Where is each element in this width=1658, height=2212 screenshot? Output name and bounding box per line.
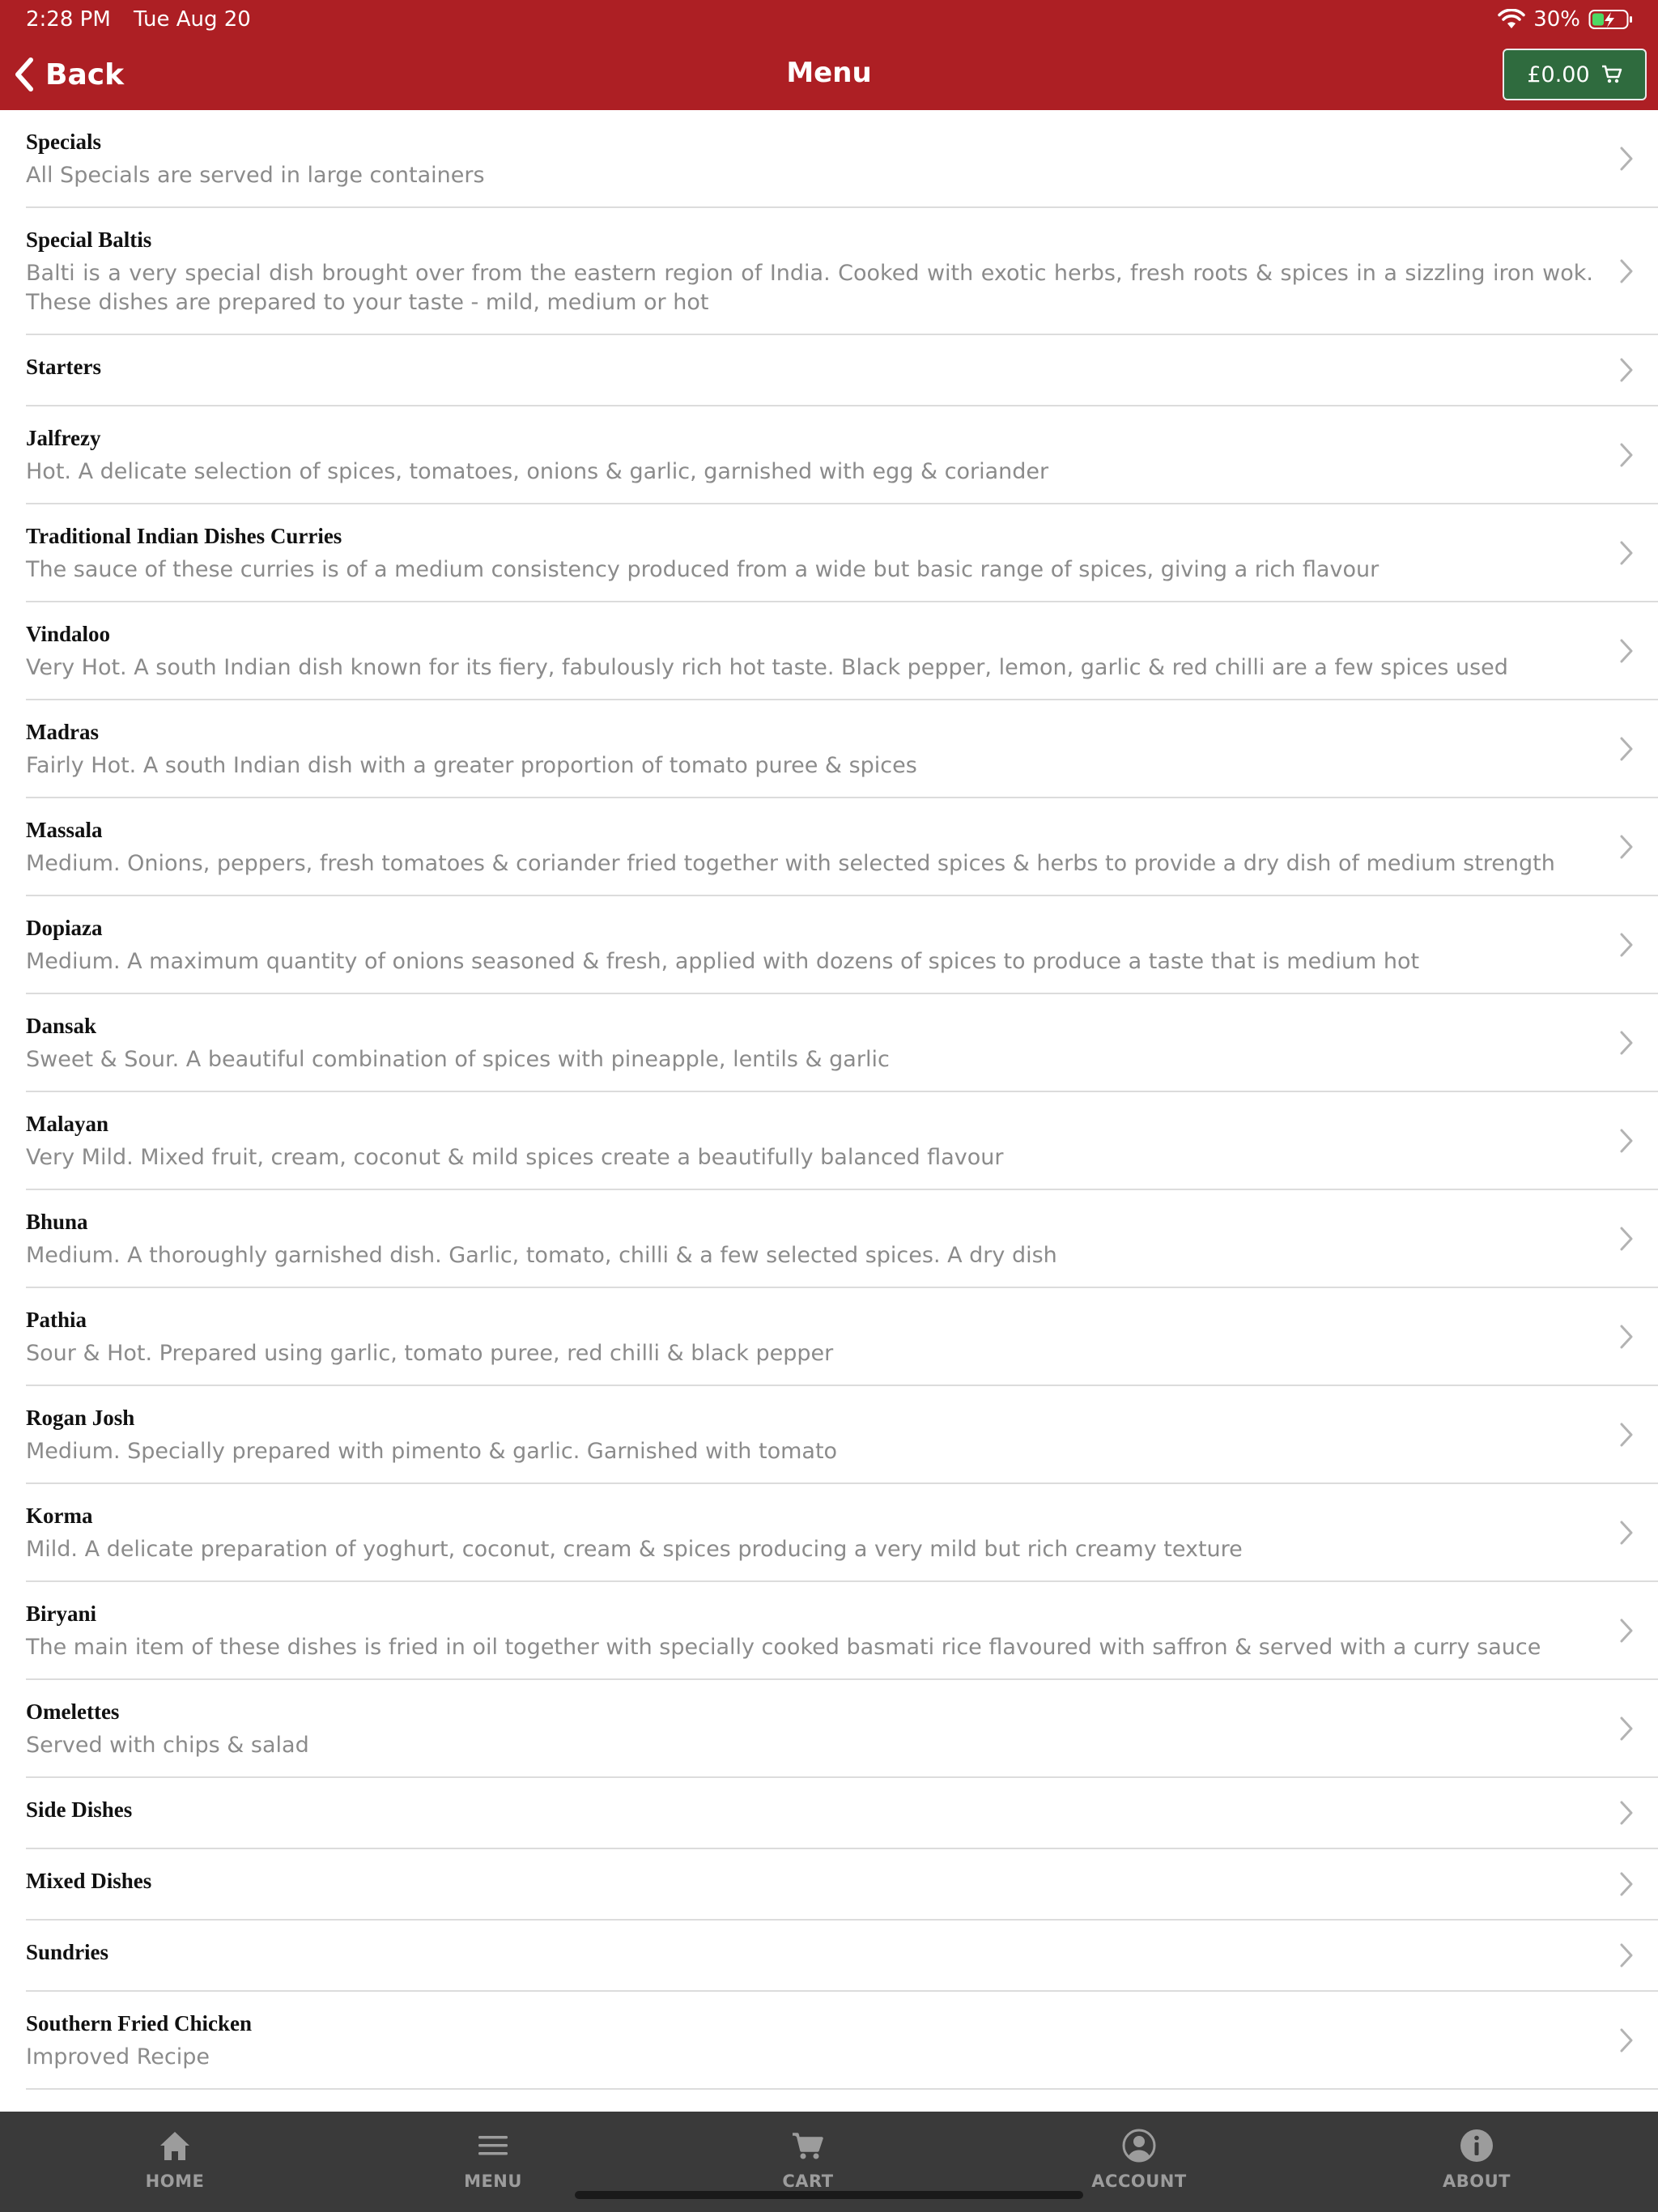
battery-percent: 30% xyxy=(1533,7,1580,32)
menu-item-title: Dansak xyxy=(26,1014,97,1038)
account-icon xyxy=(1121,2128,1157,2163)
tab-label: HOME xyxy=(145,2172,205,2191)
status-bar-left xyxy=(26,7,251,32)
chevron-right-icon xyxy=(1619,1030,1634,1056)
menu-item-massala[interactable] xyxy=(26,798,1658,896)
menu-item-title: Side Dishes xyxy=(26,1797,133,1822)
chevron-right-icon xyxy=(1619,146,1634,172)
home-indicator[interactable] xyxy=(575,2191,1083,2199)
menu-item-title: Omelettes xyxy=(26,1699,120,1724)
menu-item-pathia[interactable] xyxy=(26,1288,1658,1386)
menu-item-bhuna[interactable] xyxy=(26,1190,1658,1288)
wifi-icon xyxy=(1498,9,1525,30)
chevron-right-icon xyxy=(1619,1226,1634,1252)
menu-item-description: Medium. Specially prepared with pimento & garlic. Garnished with tomato xyxy=(26,1439,838,1464)
menu-item-description: The sauce of these curries is of a medium consistency produced from a wide but basic range of spices, giving a rich flavour xyxy=(26,557,1380,582)
menu-item-title: Southern Fried Chicken xyxy=(26,2011,253,2035)
menu-item-special-baltis[interactable] xyxy=(26,208,1658,335)
cart-total: £0.00 xyxy=(1527,62,1590,87)
tab-label: ABOUT xyxy=(1443,2172,1511,2191)
tab-label: MENU xyxy=(464,2172,522,2191)
menu-item-rogan-josh[interactable] xyxy=(26,1386,1658,1484)
chevron-right-icon xyxy=(1619,638,1634,664)
menu-item-title: Jalfrezy xyxy=(26,426,101,450)
status-time: 2:28 PM xyxy=(26,7,111,32)
menu-item-omelettes[interactable] xyxy=(26,1680,1658,1778)
menu-item-description: All Specials are served in large containers xyxy=(26,163,485,188)
menu-item-title: Madras xyxy=(26,720,99,744)
menu-item-description: Fairly Hot. A south Indian dish with a greater proportion of tomato puree & spices xyxy=(26,753,917,778)
menu-item-description: Medium. A thoroughly garnished dish. Garlic, tomato, chilli & a few selected spices. A dry dish xyxy=(26,1243,1057,1268)
menu-item-description: Balti is a very special dish brought over from the eastern region of India. Cooked with exotic herbs, fresh roots & spices in a sizzling iron wok. These dishes are prepared to your taste - mild, medium or hot xyxy=(26,261,1593,315)
menu-item-description: Mild. A delicate preparation of yoghurt, coconut, cream & spices producing a very mild but rich creamy texture xyxy=(26,1537,1243,1562)
chevron-right-icon xyxy=(1619,736,1634,762)
chevron-right-icon xyxy=(1619,1520,1634,1546)
status-date: Tue Aug 20 xyxy=(134,7,251,32)
menu-item-biryani[interactable] xyxy=(26,1582,1658,1680)
menu-category-list[interactable] xyxy=(0,110,1658,2112)
menu-item-traditional-curries[interactable] xyxy=(26,504,1658,602)
menu-item-description: Very Hot. A south Indian dish known for its fiery, fabulously rich hot taste. Black pepper, lemon, garlic & red chilli are a few spices used xyxy=(26,655,1508,680)
menu-item-title: Mixed Dishes xyxy=(26,1869,152,1893)
hamburger-icon xyxy=(475,2128,511,2163)
menu-item-description: Hot. A delicate selection of spices, tomatoes, onions & garlic, garnished with egg & coriander xyxy=(26,459,1049,484)
menu-item-title: Massala xyxy=(26,818,103,842)
tab-label: ACCOUNT xyxy=(1091,2172,1187,2191)
battery-charging-icon xyxy=(1588,9,1634,30)
menu-item-vindaloo[interactable] xyxy=(26,602,1658,700)
menu-item-malayan[interactable] xyxy=(26,1092,1658,1190)
menu-item-starters[interactable] xyxy=(26,335,1658,406)
chevron-right-icon xyxy=(1619,357,1634,383)
menu-item-title: Rogan Josh xyxy=(26,1406,135,1430)
chevron-right-icon xyxy=(1619,1324,1634,1350)
menu-item-title: Pathia xyxy=(26,1308,87,1332)
menu-item-side-dishes[interactable] xyxy=(26,1778,1658,1849)
menu-item-title: Specials xyxy=(26,130,102,154)
chevron-right-icon xyxy=(1619,1128,1634,1154)
menu-item-title: Korma xyxy=(26,1504,93,1528)
chevron-right-icon xyxy=(1619,1871,1634,1897)
menu-item-description: Sour & Hot. Prepared using garlic, tomato puree, red chilli & black pepper xyxy=(26,1341,834,1366)
menu-item-jalfrezy[interactable] xyxy=(26,406,1658,504)
menu-item-dopiaza[interactable] xyxy=(26,896,1658,994)
tab-label: CART xyxy=(782,2172,834,2191)
menu-item-description: Very Mild. Mixed fruit, cream, coconut & mild spices create a beautifully balanced flavour xyxy=(26,1145,1004,1170)
menu-item-specials[interactable] xyxy=(26,110,1658,208)
cart-total-button[interactable] xyxy=(1503,49,1647,100)
chevron-left-icon xyxy=(13,57,36,92)
cart-icon xyxy=(790,2128,826,2163)
menu-item-title: Bhuna xyxy=(26,1210,88,1234)
chevron-right-icon xyxy=(1619,2027,1634,2053)
info-icon xyxy=(1459,2128,1494,2163)
home-icon xyxy=(157,2128,193,2163)
menu-item-description: Sweet & Sour. A beautiful combination of spices with pineapple, lentils & garlic xyxy=(26,1047,890,1072)
chevron-right-icon xyxy=(1619,1942,1634,1968)
menu-item-description: Improved Recipe xyxy=(26,2044,210,2069)
menu-item-description: The main item of these dishes is fried in oil together with specially cooked basmati rice flavoured with saffron & served with a curry sauce xyxy=(26,1635,1541,1660)
menu-item-madras[interactable] xyxy=(26,700,1658,798)
chevron-right-icon xyxy=(1619,540,1634,566)
back-button[interactable] xyxy=(13,52,124,97)
menu-item-title: Special Baltis xyxy=(26,228,152,252)
menu-item-sundries[interactable] xyxy=(26,1921,1658,1992)
page-title: Menu xyxy=(786,57,872,89)
menu-item-description: Medium. A maximum quantity of onions seasoned & fresh, applied with dozens of spices to produce a taste that is medium hot xyxy=(26,949,1420,974)
menu-item-title: Biryani xyxy=(26,1602,97,1626)
top-bar xyxy=(0,0,1658,110)
menu-item-title: Vindaloo xyxy=(26,622,111,646)
chevron-right-icon xyxy=(1619,1800,1634,1826)
menu-item-description: Medium. Onions, peppers, fresh tomatoes & coriander fried together with selected spices & herbs to provide a dry dish of medium strength xyxy=(26,851,1555,876)
chevron-right-icon xyxy=(1619,1422,1634,1448)
chevron-right-icon xyxy=(1619,1716,1634,1742)
status-bar-right xyxy=(1498,7,1634,32)
menu-item-korma[interactable] xyxy=(26,1484,1658,1582)
menu-item-title: Sundries xyxy=(26,1940,109,1964)
chevron-right-icon xyxy=(1619,442,1634,468)
menu-item-mixed-dishes[interactable] xyxy=(26,1849,1658,1921)
chevron-right-icon xyxy=(1619,932,1634,958)
menu-item-title: Starters xyxy=(26,355,101,379)
chevron-right-icon xyxy=(1619,258,1634,284)
tab-home[interactable] xyxy=(53,2112,296,2212)
menu-item-title: Malayan xyxy=(26,1112,109,1136)
menu-item-title: Dopiaza xyxy=(26,916,103,940)
menu-item-southern-fried-chicken[interactable] xyxy=(26,1992,1658,2090)
menu-item-dansak[interactable] xyxy=(26,994,1658,1092)
back-label: Back xyxy=(45,57,125,91)
menu-item-title: Traditional Indian Dishes Curries xyxy=(26,524,342,548)
cart-icon xyxy=(1601,65,1622,84)
tab-about[interactable] xyxy=(1355,2112,1598,2212)
menu-item-description: Served with chips & salad xyxy=(26,1733,309,1758)
chevron-right-icon xyxy=(1619,834,1634,860)
chevron-right-icon xyxy=(1619,1618,1634,1644)
